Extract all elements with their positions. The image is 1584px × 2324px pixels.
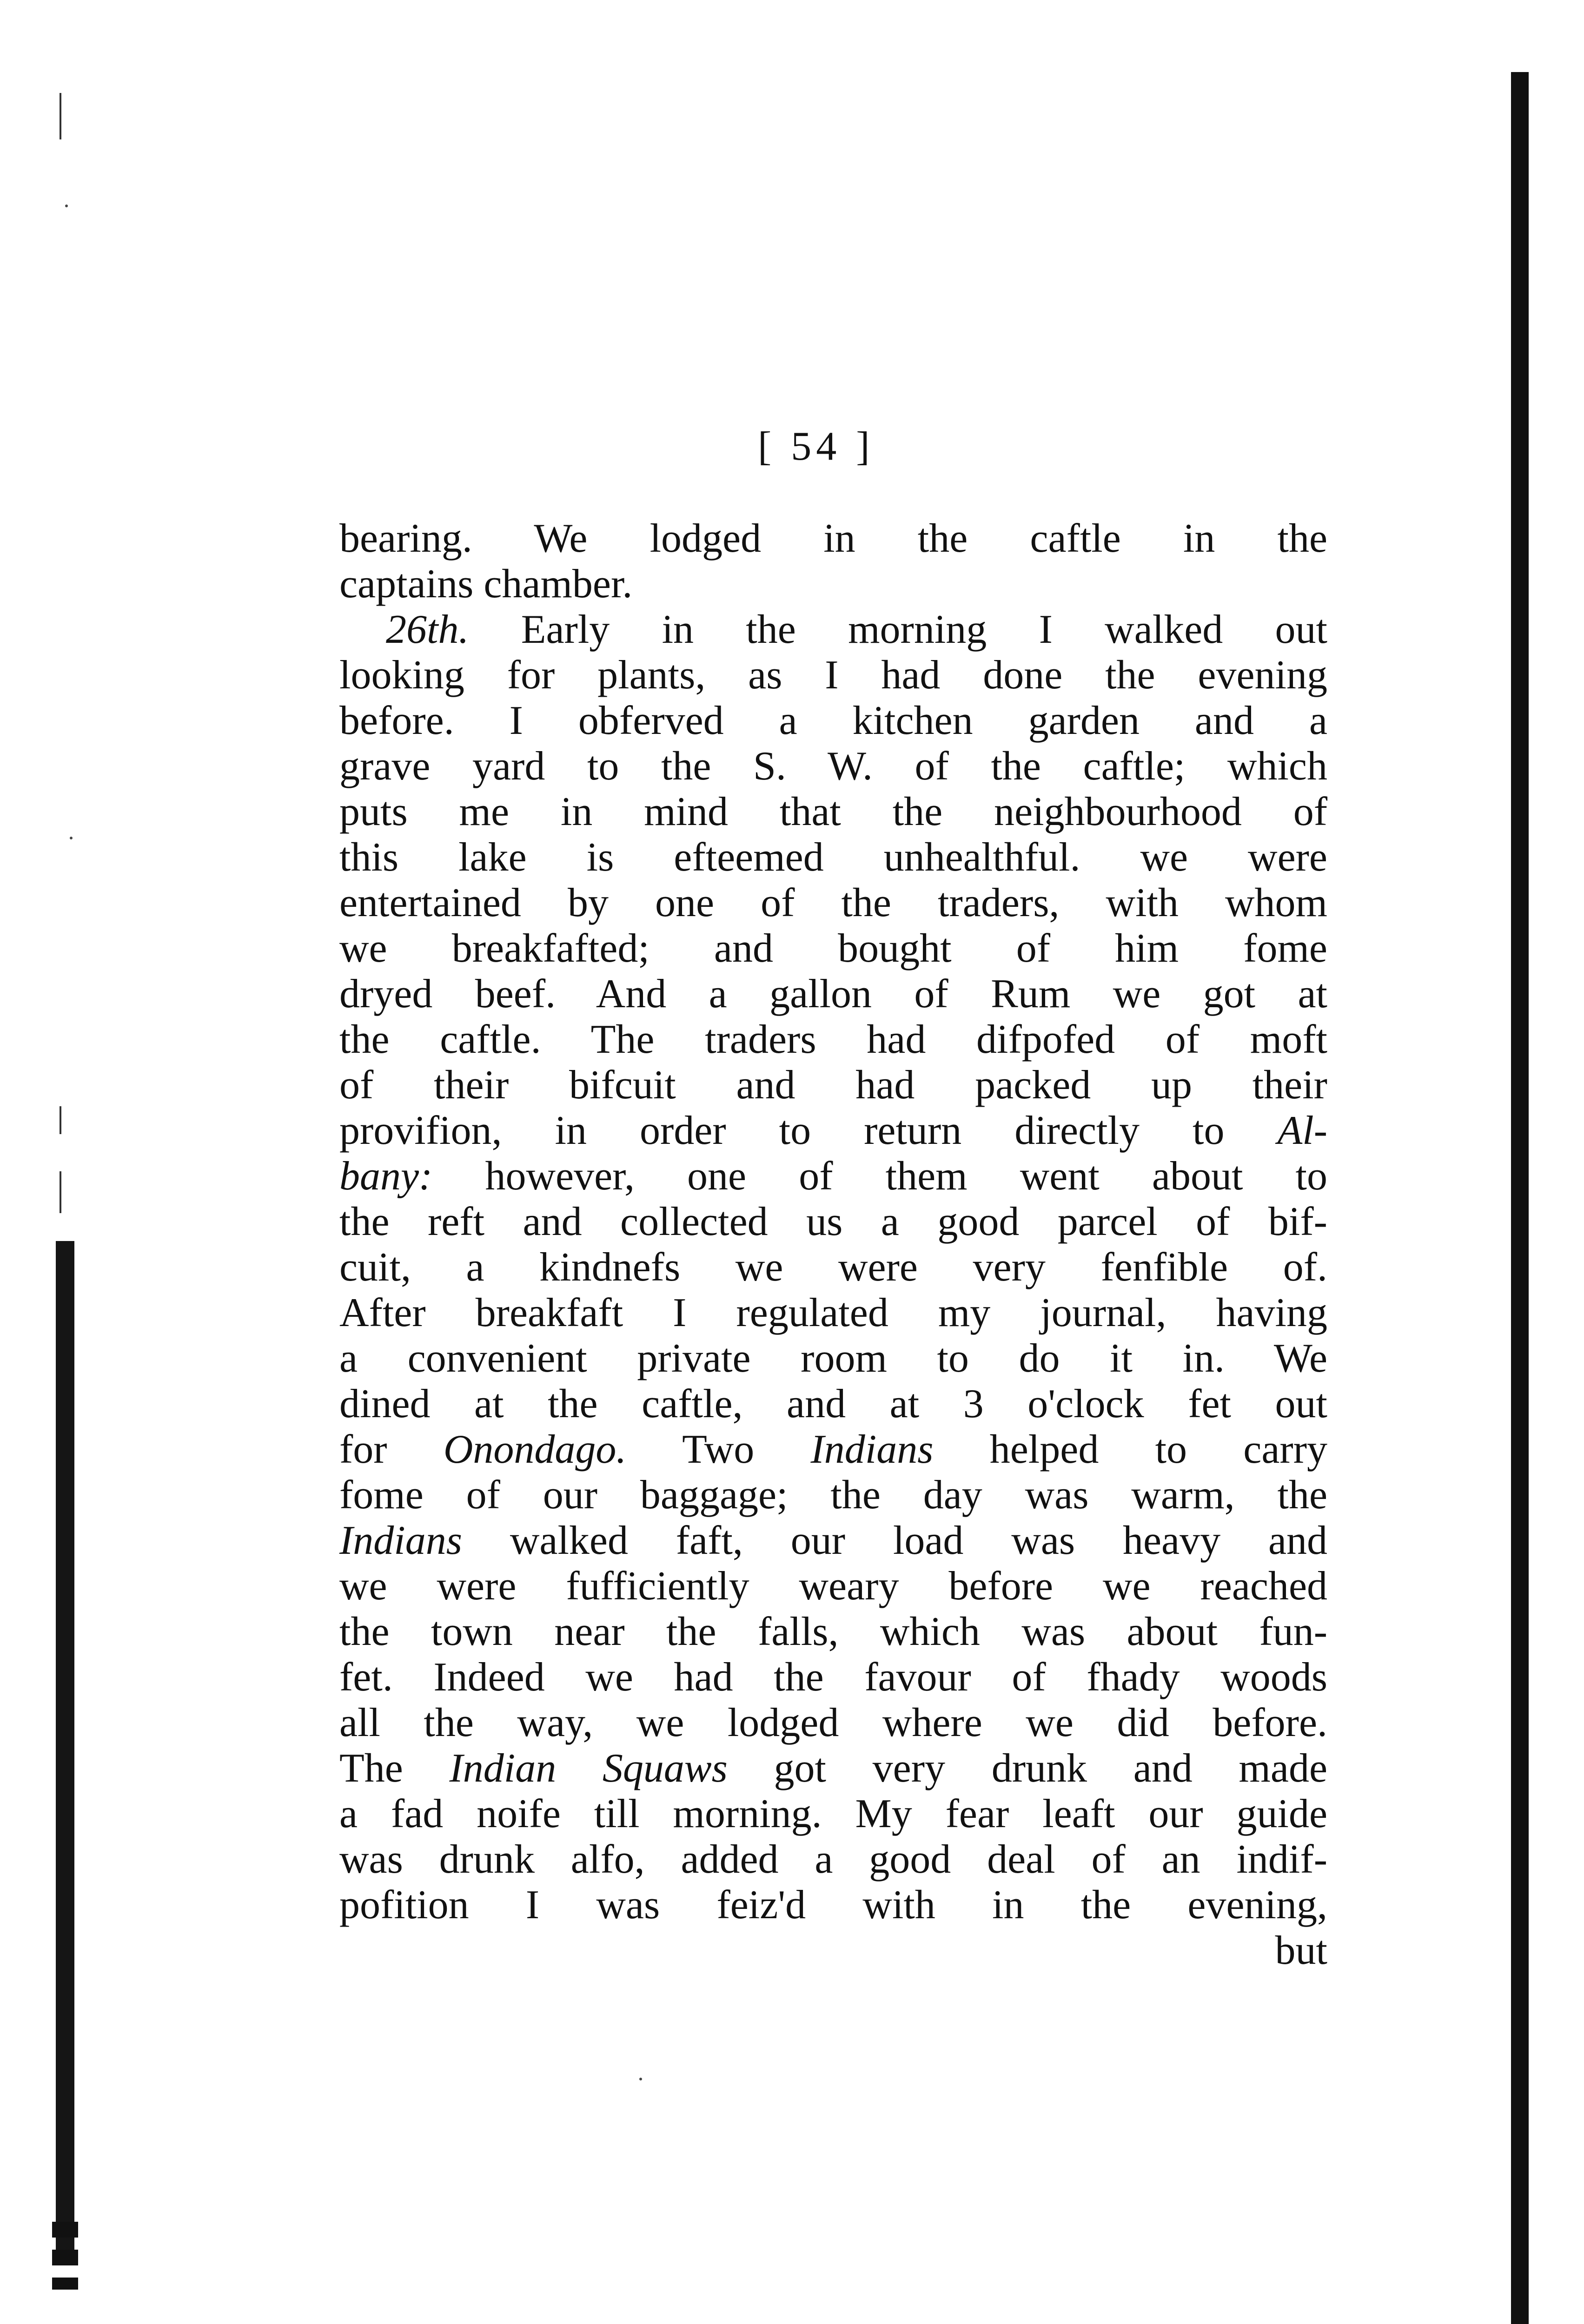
text-segment: pofition I was feiz'd with in the evening,	[339, 1882, 1327, 1928]
text-line	[339, 698, 1327, 744]
italic-text: Indians	[810, 1427, 934, 1472]
text-segment: a fad noife till morning. My fear leaft our guide	[339, 1791, 1327, 1836]
text-line	[339, 1746, 1327, 1791]
text-segment: bearing. We lodged in the caftle in the	[339, 516, 1327, 561]
text-line	[339, 1290, 1327, 1336]
text-line	[339, 1564, 1327, 1609]
text-line	[339, 971, 1327, 1017]
text-segment: the reft and collected us a good parcel of bif-	[339, 1199, 1327, 1244]
text-line	[339, 1245, 1327, 1290]
text-line	[339, 926, 1327, 971]
italic-text: Indians	[339, 1518, 462, 1563]
text-segment: all the way, we lodged where we did before.	[339, 1700, 1327, 1745]
text-line	[339, 561, 1327, 607]
text-line	[339, 1017, 1327, 1063]
text-segment: puts me in mind that the neighbourhood of	[339, 789, 1327, 834]
text-segment: Early in the morning I walked out	[469, 607, 1327, 652]
text-segment: dryed beef. And a gallon of Rum we got at	[339, 971, 1327, 1017]
text-line	[339, 1882, 1327, 1928]
text-line	[339, 1063, 1327, 1108]
text-line	[339, 1791, 1327, 1837]
edge-mark	[52, 2278, 78, 2290]
text-segment: fome of our baggage; the day was warm, the	[339, 1472, 1327, 1518]
edge-mark	[60, 1106, 61, 1134]
text-line	[339, 1518, 1327, 1564]
edge-mark	[60, 1171, 61, 1213]
edge-mark	[60, 93, 61, 139]
text-segment: for	[339, 1427, 444, 1472]
text-line	[339, 1199, 1327, 1245]
text-segment: got very drunk and made	[727, 1746, 1327, 1791]
text-line	[339, 1108, 1327, 1154]
text-segment: the caftle. The traders had difpofed of moft	[339, 1017, 1327, 1062]
text-segment: was drunk alfo, added a good deal of an indif-	[339, 1837, 1327, 1882]
text-segment: After breakfaft I regulated my journal, having	[339, 1290, 1327, 1335]
text-line	[339, 789, 1327, 835]
text-segment: captains chamber.	[339, 561, 633, 607]
text-segment: but	[1275, 1928, 1327, 1973]
text-segment: we breakfafted; and bought of him fome	[339, 926, 1327, 971]
text-segment: however, one of them went about to	[432, 1154, 1327, 1199]
text-segment: entertained by one of the traders, with whom	[339, 880, 1327, 925]
text-segment: walked faft, our load was heavy and	[462, 1518, 1327, 1563]
text-line	[339, 1381, 1327, 1427]
text-line	[339, 1336, 1327, 1381]
edge-mark	[52, 2250, 78, 2265]
text-segment: before. I obferved a kitchen garden and a	[339, 698, 1327, 743]
text-line	[339, 607, 1327, 653]
text-segment: dined at the caftle, and at 3 o'clock fet out	[339, 1381, 1327, 1426]
text-segment: this lake is efteemed unhealthful. we were	[339, 835, 1327, 880]
text-segment: helped to carry	[933, 1427, 1327, 1472]
text-line	[339, 1700, 1327, 1746]
page-number: [ 54 ]	[758, 424, 875, 469]
text-segment: provifion, in order to return directly to	[339, 1108, 1278, 1153]
text-segment: a convenient private room to do it in. We	[339, 1336, 1327, 1381]
text-line	[339, 1472, 1327, 1518]
edge-mark	[52, 2222, 78, 2238]
text-line	[339, 1837, 1327, 1882]
body-text	[339, 516, 1327, 1974]
text-segment: looking for plants, as I had done the evening	[339, 653, 1327, 698]
text-segment: grave yard to the S. W. of the caftle; which	[339, 744, 1327, 789]
italic-text: bany:	[339, 1154, 433, 1199]
text-line	[339, 1154, 1327, 1199]
text-line	[339, 1427, 1327, 1472]
text-segment: cuit, a kindnefs we were very fenfible of.	[339, 1245, 1327, 1290]
text-line	[339, 653, 1327, 698]
text-line	[339, 1655, 1327, 1700]
scan-speck	[639, 2078, 642, 2080]
italic-text: Al-	[1277, 1108, 1327, 1153]
italic-text: 26th.	[386, 607, 469, 652]
text-segment: fet. Indeed we had the favour of fhady woods	[339, 1655, 1327, 1700]
text-segment: of their bifcuit and had packed up their	[339, 1063, 1327, 1108]
text-line	[339, 835, 1327, 880]
text-segment: Two	[626, 1427, 811, 1472]
page-edge-shadow-right	[1511, 72, 1529, 2324]
page-edge-shadow-left	[56, 1241, 74, 2254]
italic-text: Onondago.	[443, 1427, 627, 1472]
scan-speck	[65, 205, 68, 207]
text-segment: the town near the falls, which was about fun-	[339, 1609, 1327, 1654]
scan-speck	[70, 837, 73, 839]
text-segment: The	[339, 1746, 450, 1791]
italic-text: Indian Squaws	[449, 1746, 728, 1791]
text-line	[339, 744, 1327, 789]
text-line	[339, 1609, 1327, 1655]
text-line	[339, 516, 1327, 561]
text-line	[339, 880, 1327, 926]
catchword	[339, 1928, 1327, 1974]
text-segment: we were fufficiently weary before we reached	[339, 1564, 1327, 1609]
